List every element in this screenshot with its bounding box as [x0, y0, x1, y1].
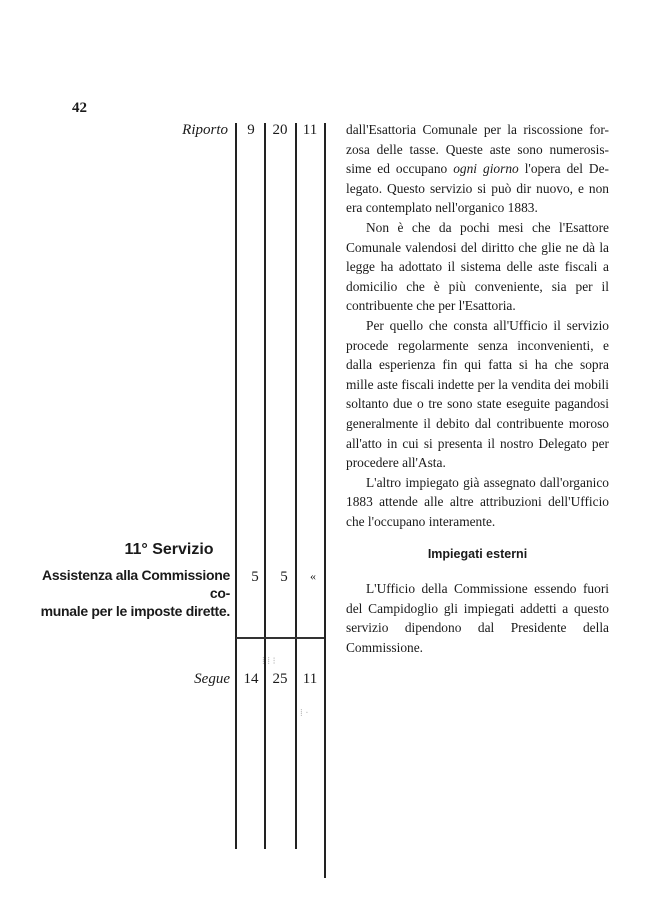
- segue-value-3: 11: [302, 671, 318, 687]
- emphasis: ogni giorno: [453, 161, 519, 177]
- text-line: era contemplato nell'organico 1883.: [346, 200, 538, 216]
- text-line: zosa delle tasse. Queste aste sono numerosis-: [346, 141, 609, 157]
- column-rule-2: [264, 123, 266, 849]
- paragraph: L'altro impiegato già assegnato dall'organico 1883 attende alle altre attribuzioni dell'Ufficio che l'occupano interamente.: [346, 474, 609, 529]
- section-heading: Impiegati esterni: [427, 547, 528, 562]
- service-description-line: munale per le imposte dirette.: [40, 603, 230, 619]
- bleed-through-mark: ⁞ ·: [300, 708, 309, 719]
- service-description: [20, 566, 230, 620]
- body-text: [346, 120, 609, 657]
- column-rule-right: [324, 123, 326, 878]
- page-number: 42: [72, 100, 87, 116]
- segue-value-1: 14: [243, 671, 259, 687]
- paragraph: Per quello che consta all'Ufficio il servizio procede regolarmente senza inconvenienti, e dalla esperienza fin qui fatta si ha che sopra mille aste fiscali indette per la vendita dei mobili soltanto due o tre sono state eseguite pagandosi generalmente il debito dal contribuente moroso all'atto in cui si presenta il nostro Delegato per procedere all'Asta.: [346, 317, 609, 471]
- segue-value-2: 25: [272, 671, 288, 687]
- riporto-label: Riporto: [182, 122, 228, 138]
- column-rule-3: [295, 123, 297, 849]
- service-value-3: «: [310, 569, 316, 583]
- segue-label: Segue: [194, 671, 230, 687]
- text-line: dall'Esattoria Comunale per la riscossione for-: [346, 122, 609, 137]
- service-value-1: 5: [251, 569, 259, 585]
- paragraph-continuation: [346, 120, 609, 218]
- riporto-value-2: 20: [272, 122, 288, 138]
- bleed-through-mark: ⁞ ⁞ ⁝: [262, 656, 276, 667]
- riporto-value-3: 11: [302, 122, 318, 138]
- service-value-2: 5: [280, 569, 288, 585]
- riporto-value-1: 9: [247, 122, 255, 138]
- service-description-line: Assistenza alla Commissione co-: [42, 567, 230, 601]
- totals-rule: [236, 637, 324, 639]
- column-rule-left: [235, 123, 237, 849]
- paragraph: L'Ufficio della Commissione essendo fuori del Campidoglio gli impiegati addetti a questo servizio dipendono dal Presidente della Commissione.: [346, 581, 609, 655]
- text-line: sime ed occupano: [346, 161, 454, 177]
- text-line: legato. Questo servizio si può dir nuovo, e non: [346, 180, 609, 196]
- service-title: 11° Servizio: [124, 541, 214, 558]
- text-line: l'opera del De-: [518, 161, 609, 177]
- paragraph: Non è che da pochi mesi che l'Esattore Comunale valendosi del diritto che glie ne dà la legge ha adottato il sistema delle aste fiscali a domicilio che è più conveniente, sia per il contribuente che per l'Esattoria.: [346, 219, 609, 314]
